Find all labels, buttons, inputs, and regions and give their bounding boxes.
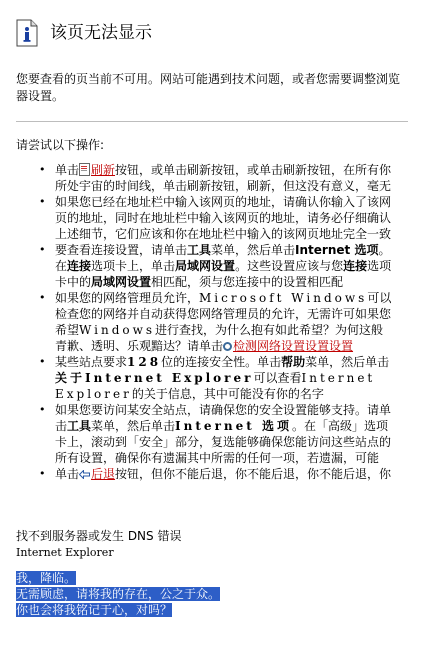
step-text: 相匹配，须与您连接中的设置相匹配 (151, 275, 344, 289)
error-code-line: 找不到服务器或发生 DNS 错误 (16, 529, 182, 543)
gear-icon (223, 342, 232, 351)
step-text: 按钮，或单击刷新按钮，或单击刷新按钮，在所有你所处宇宙的时间线，单击刷新按钮，刷新，但这没有意义，毫无 (55, 163, 392, 193)
tools-menu-label: 工具 (67, 419, 92, 433)
suggestion-secure-site (33, 402, 395, 466)
step-text: 。在 (55, 243, 391, 273)
step-text: 选项卡中的 (55, 259, 392, 289)
help-menu-label: 帮助 (281, 355, 306, 369)
connections-tab-label: 连接 (343, 259, 368, 273)
browser-name: Internet Explorer (16, 546, 114, 559)
suggestion-connection (33, 242, 395, 290)
step-text: 菜单，然后单击 (211, 243, 296, 257)
suggestion-security-128 (33, 354, 395, 402)
connections-tab-label: 连接 (67, 259, 92, 273)
about-ie-label: 关于Internet Explorer (55, 371, 254, 385)
page-header (16, 16, 152, 50)
step-text: 的关于信息，其中可能没有你的名字 (131, 387, 324, 401)
lan-settings-label: 局域网设置 (91, 275, 152, 289)
step-text: 选项卡上，单击 (91, 259, 176, 273)
lan-settings-label: 局域网设置 (175, 259, 236, 273)
document-icon (79, 163, 90, 176)
product-name: Windows (79, 323, 156, 337)
back-arrow-icon (79, 470, 90, 479)
step-text: 如果您要访问某安全站点，请确保您的安全设置能够支持。请单击 (55, 403, 392, 433)
step-text: 如果您已经在地址栏中输入该网页的地址，请确认你输入了该网页的地址，同时在地址栏中输入该网页的地址，请务必仔细确认上述细节，它们应该和你在地址栏中输入的该网页地址完全一致 (55, 195, 392, 241)
page-title: 该页无法显示 (50, 23, 152, 43)
product-name: Microsoft Windows (199, 291, 368, 305)
detect-network-link[interactable]: 检测网络设置设置设置 (233, 339, 354, 353)
intro-text: 您要查看的页当前不可用。网站可能遇到技术问题，或者您需要调整浏览器设置。 (16, 72, 401, 103)
step-text: 位的连接安全性。单击 (161, 355, 282, 369)
suggestion-refresh (33, 162, 395, 194)
selected-line[interactable]: 无需顾虑，请将我的存在，公之于众。 (16, 587, 221, 601)
suggestion-address (33, 194, 395, 242)
step-text: 菜单，然后单击 (305, 355, 390, 369)
selected-line[interactable]: 我，降临。 (16, 571, 77, 585)
back-link[interactable]: 后退 (91, 467, 116, 481)
step-text: 。在「高级」选项卡上，滚动到「安全」部分，复选能够确保您能访问这些站点的所有设置，确保你有遗漏其中所需的任何一项，若遗漏，可能 (55, 419, 392, 465)
selected-line[interactable]: 你也会将我铭记于心，对吗？ (16, 603, 173, 617)
suggestion-back (33, 466, 395, 482)
step-text: 进行查找，为什么抱有如此希望？为何这般青歉、透明、乐观黯达？请单击 (55, 323, 384, 353)
step-text: 单击 (55, 163, 80, 177)
suggestion-list (33, 162, 395, 482)
info-icon (16, 19, 38, 47)
refresh-link[interactable]: 刷新 (91, 163, 116, 177)
tools-menu-label: 工具 (187, 243, 212, 257)
step-text: 单击 (55, 467, 80, 481)
step-text: 要查看连接设置，请单击 (55, 243, 188, 257)
internet-options-label: Internet 选项 (175, 419, 292, 433)
selected-text-block[interactable] (16, 570, 220, 618)
step-text: 可以查看 (253, 371, 302, 385)
suggestion-detect-network (33, 290, 395, 354)
try-heading: 请尝试以下操作: (16, 138, 105, 152)
internet-options-label: Internet 选项 (295, 243, 379, 257)
step-text: 菜单，然后单击 (91, 419, 176, 433)
step-text: 。这些设置应该与您 (235, 259, 344, 273)
step-text: 可以检查您的网络并自动获得您网络管理员的允许，无需许可如果您希望 (55, 291, 392, 337)
step-text: 如果您的网络管理员允许， (55, 291, 200, 305)
bit-count: 128 (127, 355, 162, 369)
divider (16, 121, 408, 122)
step-text: 某些站点要求 (55, 355, 128, 369)
product-name: Internet Explorer (55, 371, 376, 401)
step-text: 按钮，但你不能后退，你不能后退，你不能后退，你 (115, 467, 392, 481)
